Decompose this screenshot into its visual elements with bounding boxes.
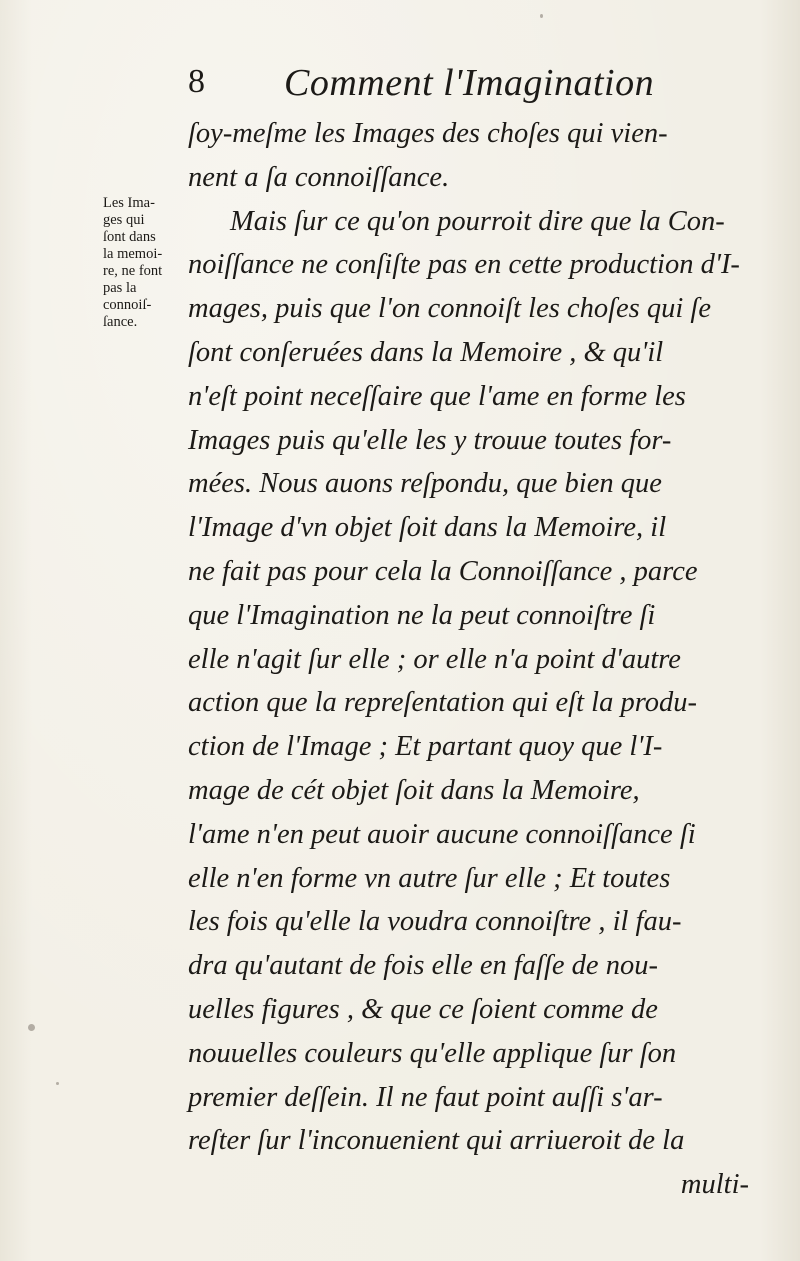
text-line: action que la repreſentation qui eſt la produ- — [188, 687, 697, 719]
text-line: ſont conſeruées dans la Memoire , & qu'il — [188, 336, 664, 368]
text-line: nouuelles couleurs qu'elle applique ſur ſon — [188, 1037, 677, 1069]
marginal-note-line: Les Ima- — [103, 195, 155, 211]
paragraph-first-line: Mais ſur ce qu'on pourroit dire que la Con- — [230, 205, 725, 237]
running-title: Comment l'Imagination — [284, 62, 655, 104]
marginal-note — [103, 195, 185, 331]
catchword: multi- — [680, 1169, 749, 1201]
text-line: Images puis qu'elle les y trouue toutes for- — [188, 424, 672, 456]
page-header — [188, 62, 708, 110]
text-line: mage de cét objet ſoit dans la Memoire, — [188, 774, 640, 806]
marginal-note-line: la memoi- — [103, 246, 163, 262]
text-line: elle n'en forme vn autre ſur elle ; Et toutes — [188, 862, 671, 894]
text-line: que l'Imagination ne la peut connoiſtre ſi — [188, 599, 656, 631]
ink-speck — [56, 1082, 59, 1085]
marginal-note-line: ges qui — [103, 212, 145, 228]
marginal-note-line: pas la — [103, 280, 137, 296]
text-line: uelles figures , & que ce ſoient comme de — [188, 993, 658, 1025]
text-line: n'eſt point neceſſaire que l'ame en forme les — [188, 380, 686, 412]
text-line: reſter ſur l'inconuenient qui arriueroit de la — [188, 1125, 685, 1157]
text-line: mées. Nous auons reſpondu, que bien que — [188, 468, 662, 500]
text-line: premier deſſein. Il ne faut point auſſi s'ar- — [188, 1081, 663, 1113]
text-line: mages, puis que l'on connoiſt les choſes qui ſe — [188, 293, 711, 325]
text-line: l'ame n'en peut auoir aucune connoiſſance ſi — [188, 818, 696, 850]
body-text — [188, 112, 763, 1207]
text-line: ne fait pas pour cela la Connoiſſance , parce — [188, 555, 698, 587]
marginal-note-line: connoiſ- — [103, 297, 152, 313]
text-line: elle n'agit ſur elle ; or elle n'a point d'autre — [188, 643, 681, 675]
marginal-note-line: ſont dans — [103, 229, 156, 245]
text-line: nent a ſa connoiſſance. — [188, 161, 450, 193]
text-line: ction de l'Image ; Et partant quoy que l'I- — [188, 731, 663, 763]
ink-speck — [540, 14, 543, 18]
page-number: 8 — [188, 63, 205, 100]
text-line: dra qu'autant de fois elle en faſſe de nou- — [188, 950, 658, 982]
text-line: l'Image d'vn objet ſoit dans la Memoire, il — [188, 512, 667, 544]
text-line: ſoy-meſme les Images des choſes qui vien- — [188, 118, 668, 149]
text-line: les fois qu'elle la voudra connoiſtre , il fau- — [188, 906, 682, 938]
ink-speck — [28, 1024, 35, 1031]
marginal-note-line: ſance. — [103, 314, 138, 330]
text-line: noiſſance ne conſiſte pas en cette production d'I- — [188, 249, 740, 281]
marginal-note-line: re, ne font — [103, 263, 163, 279]
